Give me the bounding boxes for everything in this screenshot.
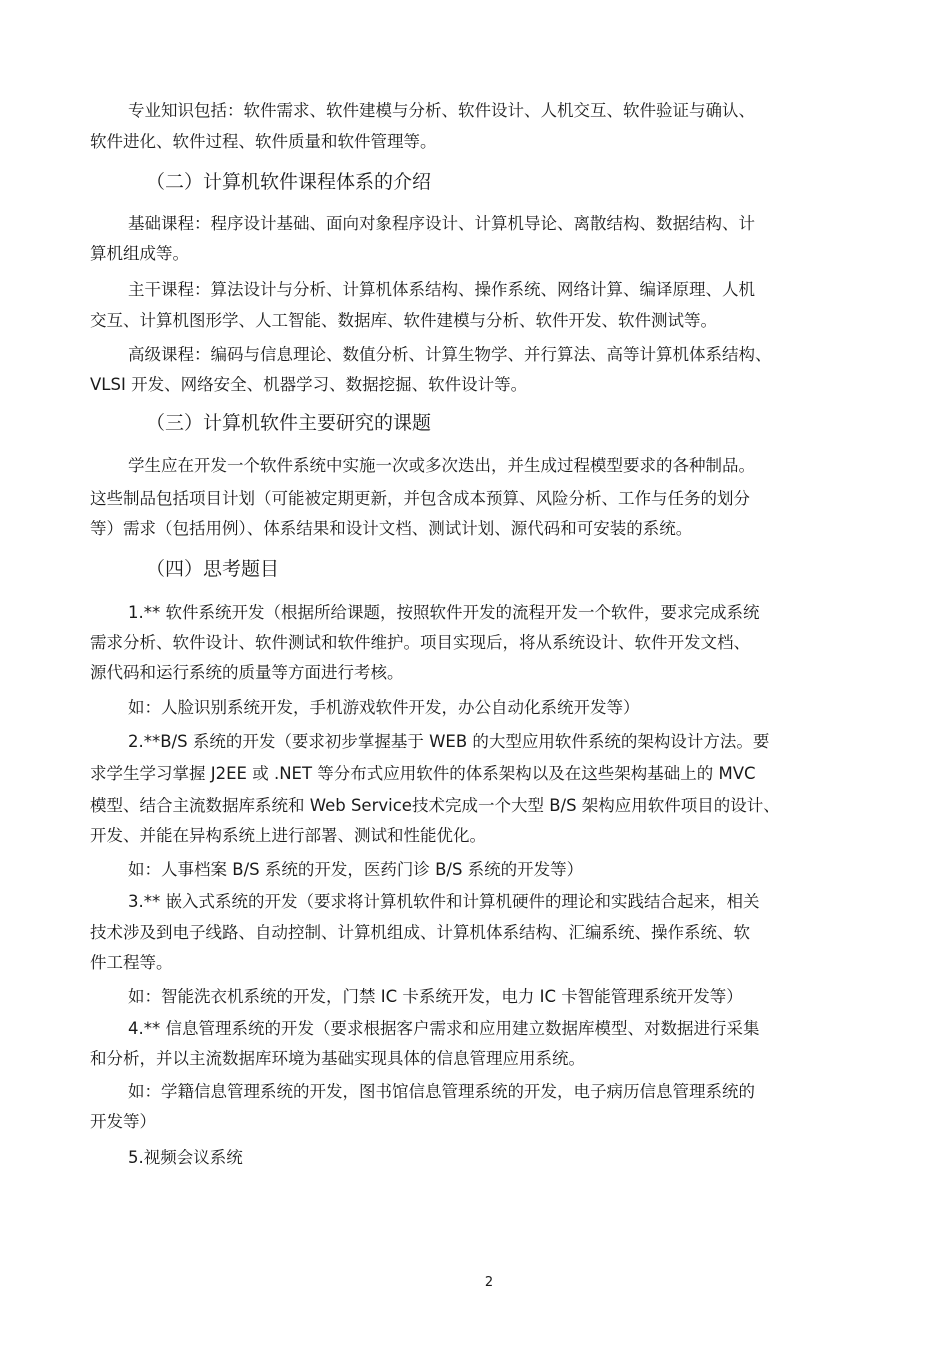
paragraph-line: 需求分析、软件设计、软件测试和软件维护。项目实现后，将从系统设计、软件开发文档、 xyxy=(90,633,750,652)
paragraph-line: 这些制品包括项目计划（可能被定期更新，并包含成本预算、风险分析、工作与任务的划分 xyxy=(90,489,750,508)
paragraph-line: 专业知识包括：软件需求、软件建模与分析、软件设计、人机交互、软件验证与确认、 xyxy=(128,101,755,120)
section-heading-questions: （四）思考题目 xyxy=(146,558,280,580)
paragraph-line: 算机组成等。 xyxy=(90,244,189,263)
paragraph-line: 基础课程：程序设计基础、面向对象程序设计、计算机导论、离散结构、数据结构、计 xyxy=(128,214,755,233)
paragraph-line: 如：学籍信息管理系统的开发，图书馆信息管理系统的开发，电子病历信息管理系统的 xyxy=(128,1082,755,1101)
paragraph-line: 4.** 信息管理系统的开发（要求根据客户需求和应用建立数据库模型、对数据进行采集 xyxy=(128,1019,760,1038)
paragraph-line: 高级课程：编码与信息理论、数值分析、计算生物学、并行算法、高等计算机体系结构、 xyxy=(128,345,772,364)
paragraph-line: 1.** 软件系统开发（根据所给课题，按照软件开发的流程开发一个软件，要求完成系统 xyxy=(128,603,760,622)
section-heading-courses: （二）计算机软件课程体系的介绍 xyxy=(146,171,432,193)
paragraph-line: 和分析，并以主流数据库环境为基础实现具体的信息管理应用系统。 xyxy=(90,1049,585,1068)
paragraph-line: 求学生学习掌握 J2EE 或 .NET 等分布式应用软件的体系架构以及在这些架构基础上的 MVC xyxy=(90,764,756,783)
paragraph-line: 开发、并能在异构系统上进行部署、测试和性能优化。 xyxy=(90,826,486,845)
paragraph-line: 等）需求（包括用例）、体系结果和设计文档、测试计划、源代码和可安装的系统。 xyxy=(90,519,693,538)
section-heading-research: （三）计算机软件主要研究的课题 xyxy=(146,412,432,434)
paragraph-line: 学生应在开发一个软件系统中实施一次或多次迭出，并生成过程模型要求的各种制品。 xyxy=(128,456,755,475)
paragraph-line: 开发等） xyxy=(90,1112,156,1131)
paragraph-line: 2.**B/S 系统的开发（要求初步掌握基于 WEB 的大型应用软件系统的架构设计方法。要 xyxy=(128,732,770,751)
page-number: 2 xyxy=(484,1275,494,1290)
paragraph-line: 3.** 嵌入式系统的开发（要求将计算机软件和计算机硬件的理论和实践结合起来，相关 xyxy=(128,892,760,911)
paragraph-line: 技术涉及到电子线路、自动控制、计算机组成、计算机体系结构、汇编系统、操作系统、软 xyxy=(90,923,750,942)
paragraph-line: 交互、计算机图形学、人工智能、数据库、软件建模与分析、软件开发、软件测试等。 xyxy=(90,311,717,330)
paragraph-line: 件工程等。 xyxy=(90,953,173,972)
paragraph-line: 源代码和运行系统的质量等方面进行考核。 xyxy=(90,663,404,682)
paragraph-line: 5.视频会议系统 xyxy=(128,1148,243,1167)
paragraph-line: 如：智能洗衣机系统的开发，门禁 IC 卡系统开发，电力 IC 卡智能管理系统开发等） xyxy=(128,987,743,1006)
paragraph-line: 软件进化、软件过程、软件质量和软件管理等。 xyxy=(90,132,437,151)
paragraph-line: 主干课程：算法设计与分析、计算机体系结构、操作系统、网络计算、编译原理、人机 xyxy=(128,280,755,299)
paragraph-line: 如：人脸识别系统开发，手机游戏软件开发，办公自动化系统开发等） xyxy=(128,698,640,717)
paragraph-line: 如：人事档案 B/S 系统的开发，医药门诊 B/S 系统的开发等） xyxy=(128,860,584,879)
paragraph-line: VLSI 开发、网络安全、机器学习、数据挖掘、软件设计等。 xyxy=(90,375,528,394)
paragraph-line: 模型、结合主流数据库系统和 Web Service技术完成一个大型 B/S 架构应用软件项目的设计、 xyxy=(90,796,780,815)
